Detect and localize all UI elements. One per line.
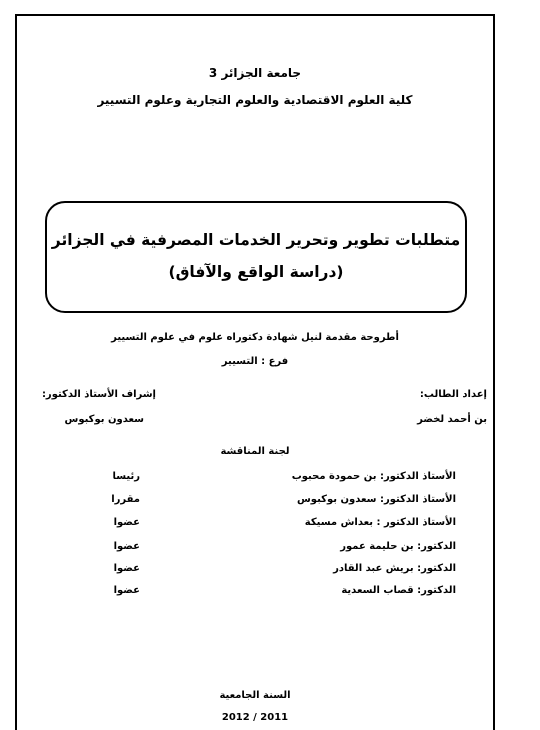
thesis-branch: فرع : التسيير bbox=[221, 356, 289, 367]
student-name: بن أحمد لخضر bbox=[417, 414, 487, 425]
committee-member-role: عضوا bbox=[113, 517, 140, 528]
committee-member-name: الدكتور: بريش عبد القادر bbox=[333, 563, 456, 574]
committee-member-role: عضوا bbox=[113, 541, 140, 552]
committee-member-name: الأستاذ الدكتور: بن حمودة محبوب bbox=[291, 471, 456, 482]
committee-member-name: الدكتور: بن حليمة عمور bbox=[340, 541, 456, 552]
supervisor-label: إشراف الأستاذ الدكتور: bbox=[41, 389, 156, 400]
supervisor-name: سعدون بوكبوس bbox=[64, 414, 144, 425]
committee-member-name: الأستاذ الدكتور : بعداش مسيكة bbox=[304, 517, 456, 528]
committee-member-role: عضوا bbox=[113, 585, 140, 596]
academic-year-label: السنة الجامعية bbox=[219, 690, 291, 701]
title-box bbox=[45, 201, 467, 313]
committee-member-role: مقررا bbox=[111, 494, 140, 505]
committee-member-role: رئيسا bbox=[112, 471, 140, 482]
thesis-description: أطروحة مقدمة لنيل شهادة دكتوراه علوم في علوم التسيير bbox=[111, 332, 399, 343]
committee-member-name: الأستاذ الدكتور: سعدون بوكبوس bbox=[297, 494, 456, 505]
page-border bbox=[15, 14, 495, 730]
committee-member-name: الدكتور: قصاب السعدية bbox=[341, 585, 456, 596]
faculty-name: كلية العلوم الاقتصادية والعلوم التجارية وعلوم التسيير bbox=[97, 93, 413, 107]
university-name: جامعة الجزائر 3 bbox=[208, 66, 302, 80]
student-label: إعداد الطالب: bbox=[419, 389, 487, 400]
academic-year: 2012 / 2011 bbox=[221, 712, 289, 723]
thesis-subtitle: (دراسة الواقع والآفاق) bbox=[168, 263, 344, 281]
thesis-title: متطلبات تطوير وتحرير الخدمات المصرفية في الجزائر bbox=[51, 231, 461, 249]
committee-member-role: عضوا bbox=[113, 563, 140, 574]
committee-title: لجنة المناقشة bbox=[220, 446, 290, 457]
